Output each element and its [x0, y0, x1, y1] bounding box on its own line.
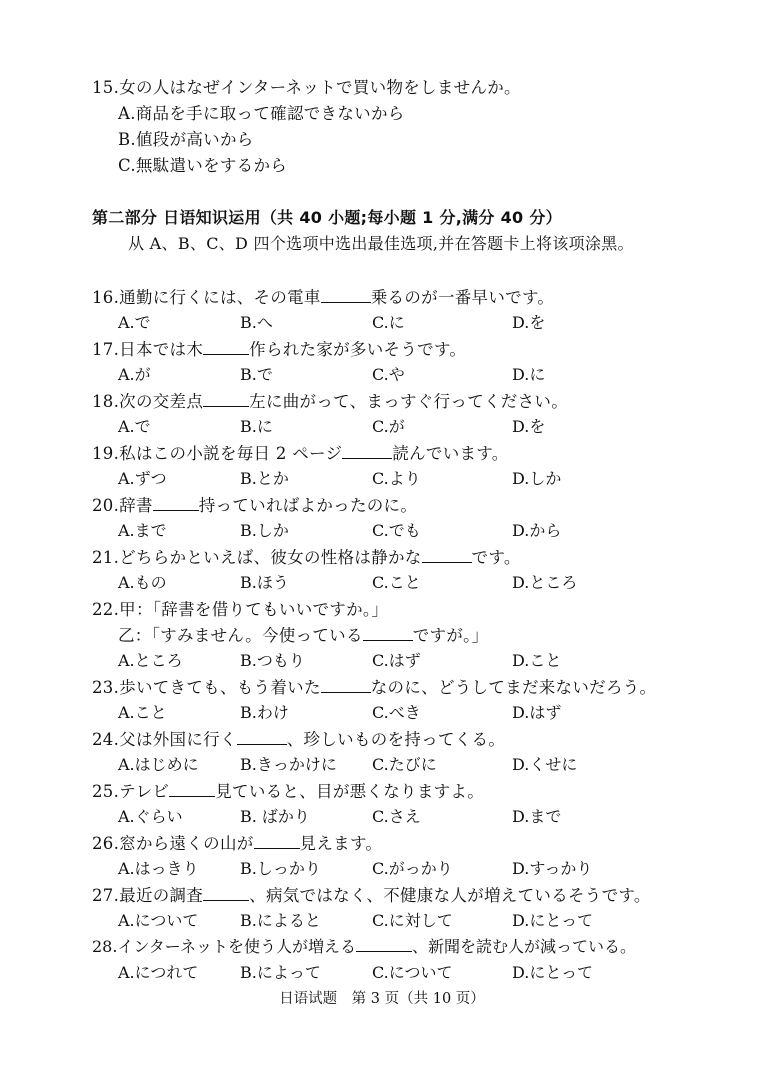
question-18-option-a: A.で: [118, 417, 151, 436]
question-21-option-b: B.ほう: [240, 573, 289, 592]
answer-blank: [254, 834, 300, 849]
answer-blank: [169, 782, 215, 797]
answer-blank: [203, 340, 249, 355]
question-24-text-after: 、珍しいものを持ってくる。: [286, 730, 506, 749]
section-2-heading: 第二部分 日语知识运用（共 40 小题;每小题 1 分,满分 40 分）: [92, 208, 562, 227]
question-19-text-after: 読んでいます。: [392, 444, 509, 463]
answer-blank: [422, 548, 472, 563]
question-28-option-a: A.につれて: [118, 963, 199, 982]
question-18-option-c: C.が: [372, 417, 405, 436]
question-28-stem: [92, 934, 636, 957]
question-26-text-after: 見えます。: [299, 834, 383, 853]
question-18-option-b: B.に: [240, 417, 273, 436]
question-19-option-b: B.とか: [240, 469, 289, 488]
question-16-option-d: D.を: [512, 313, 546, 332]
question-28-text-before: 28.インターネットを使う人が増える: [92, 937, 357, 956]
question-21-option-d: D.ところ: [512, 573, 578, 592]
question-26-option-c: C.がっかり: [372, 859, 453, 878]
question-15-option-b: B.値段が高いから: [118, 130, 254, 149]
question-27-text-before: 27.最近の調査: [92, 886, 204, 905]
question-24-option-a: A.はじめに: [118, 755, 199, 774]
question-16-option-b: B.へ: [240, 313, 273, 332]
question-20-option-d: D.から: [512, 521, 562, 540]
question-22-line-2: [118, 622, 489, 646]
question-17-stem: [92, 336, 466, 360]
question-25-text-after: 見ていると、目が悪くなりますよ。: [215, 782, 485, 801]
question-18-text-after: 左に曲がって、まっすぐ行ってください。: [249, 392, 569, 411]
question-21-text-before: 21.どちらかといえば、彼女の性格は静かな: [92, 548, 422, 567]
question-24-text-before: 24.父は外国に行く: [92, 730, 237, 749]
question-22-text-after: ですが。」: [412, 626, 489, 645]
question-17-option-a: A.が: [118, 365, 151, 384]
question-18-option-d: D.を: [512, 417, 546, 436]
question-20-option-c: C.でも: [372, 521, 421, 540]
question-25-option-b: B. ばかり: [240, 807, 310, 826]
question-16-option-a: A.で: [118, 313, 151, 332]
question-23-option-d: D.はず: [512, 703, 562, 722]
question-27-stem: [92, 882, 651, 906]
question-22-option-c: C.はず: [372, 651, 421, 670]
question-28-option-c: C.について: [372, 963, 453, 982]
question-27-text-after: 、病気ではなく、不健康な人が増えているそうです。: [249, 886, 651, 905]
question-17-option-d: D.に: [512, 365, 546, 384]
question-25-option-c: C.さえ: [372, 807, 421, 826]
question-27-option-b: B.によると: [240, 911, 321, 930]
question-23-text-before: 23.歩いてきても、もう着いた: [92, 678, 321, 697]
answer-blank: [321, 678, 371, 693]
question-21-option-a: A.もの: [118, 573, 167, 592]
question-23-option-b: B.わけ: [240, 703, 289, 722]
question-24-option-d: D.くせに: [512, 755, 578, 774]
question-20-text-after: 持っていればよかったのに。: [198, 496, 418, 515]
question-16-text-before: 16.通勤に行くには、その電車: [92, 288, 321, 307]
question-21-text-after: です。: [471, 548, 521, 567]
question-18-stem: [92, 388, 568, 412]
question-22-option-b: B.つもり: [240, 651, 305, 670]
question-17-text-before: 17.日本では木: [92, 340, 204, 359]
question-17-text-after: 作られた家が多いそうです。: [249, 340, 467, 359]
question-23-text-after: なのに、どうしてまだ来ないだろう。: [370, 678, 657, 697]
question-24-option-c: C.たびに: [372, 755, 437, 774]
question-26-text-before: 26.窓から遠くの山が: [92, 834, 254, 853]
question-26-option-b: B.しっかり: [240, 859, 321, 878]
question-19-option-d: D.しか: [512, 469, 562, 488]
answer-blank: [203, 886, 249, 901]
question-19-option-a: A.ずつ: [118, 469, 167, 488]
question-25-option-a: A.ぐらい: [118, 807, 183, 826]
question-17-option-b: B.で: [240, 365, 273, 384]
question-25-stem: [92, 778, 484, 802]
question-26-option-a: A.はっきり: [118, 859, 199, 878]
question-20-option-b: B.しか: [240, 521, 289, 540]
answer-blank: [203, 392, 249, 407]
answer-blank: [237, 730, 287, 745]
question-16-stem: [92, 284, 554, 308]
question-22-text-before: 乙：「すみません。今使っている: [118, 626, 363, 645]
question-24-stem: [92, 726, 505, 750]
question-25-text-before: 25.テレビ: [92, 782, 170, 801]
question-21-option-c: C.こと: [372, 573, 421, 592]
question-19-text-before: 19.私はこの小説を毎日 2 ページ: [92, 444, 343, 463]
question-27-option-a: A.について: [118, 911, 199, 930]
question-28-option-b: B.によって: [240, 963, 321, 982]
question-27-option-d: D.にとって: [512, 911, 594, 930]
question-24-option-b: B.きっかけに: [240, 755, 337, 774]
question-20-stem: [92, 492, 417, 516]
question-16-option-c: C.に: [372, 313, 405, 332]
question-21-stem: [92, 544, 521, 568]
question-23-stem: [92, 674, 656, 698]
section-2-instruction: 从 A、B、C、D 四个选项中选出最佳选项,并在答题卡上将该项涂黑。: [128, 234, 634, 253]
question-15-stem: 15.女の人はなぜインターネットで買い物をしませんか。: [92, 78, 521, 97]
question-15-option-a: A.商品を手に取って確認できないから: [118, 104, 405, 123]
question-23-option-c: C.べき: [372, 703, 421, 722]
question-22-option-a: A.ところ: [118, 651, 183, 670]
question-23-option-a: A.こと: [118, 703, 167, 722]
answer-blank: [153, 496, 199, 511]
question-17-option-c: C.や: [372, 365, 405, 384]
question-28-option-d: D.にとって: [512, 963, 594, 982]
answer-blank: [321, 288, 371, 303]
question-20-text-before: 20.辞書: [92, 496, 153, 515]
question-20-option-a: A.まで: [118, 521, 167, 540]
question-22-option-d: D.こと: [512, 651, 562, 670]
question-19-option-c: C.より: [372, 469, 421, 488]
question-26-option-d: D.すっかり: [512, 859, 593, 878]
question-27-option-c: C.に対して: [372, 911, 453, 930]
question-18-text-before: 18.次の交差点: [92, 392, 204, 411]
page-footer: 日语试题 第 3 页（共 10 页）: [279, 991, 485, 1007]
answer-blank: [363, 626, 413, 641]
question-22-line-1: 22.甲：「辞書を借りてもいいですか。」: [92, 600, 389, 619]
question-16-text-after: 乗るのが一番早いです。: [370, 288, 555, 307]
question-26-stem: [92, 830, 382, 854]
question-19-stem: [92, 440, 509, 464]
answer-blank: [356, 937, 412, 952]
answer-blank: [342, 444, 392, 459]
question-25-option-d: D.まで: [512, 807, 562, 826]
question-15-option-c: C.無駄遣いをするから: [118, 156, 288, 175]
question-28-text-after: 、新聞を読む人が減っている。: [412, 937, 637, 956]
